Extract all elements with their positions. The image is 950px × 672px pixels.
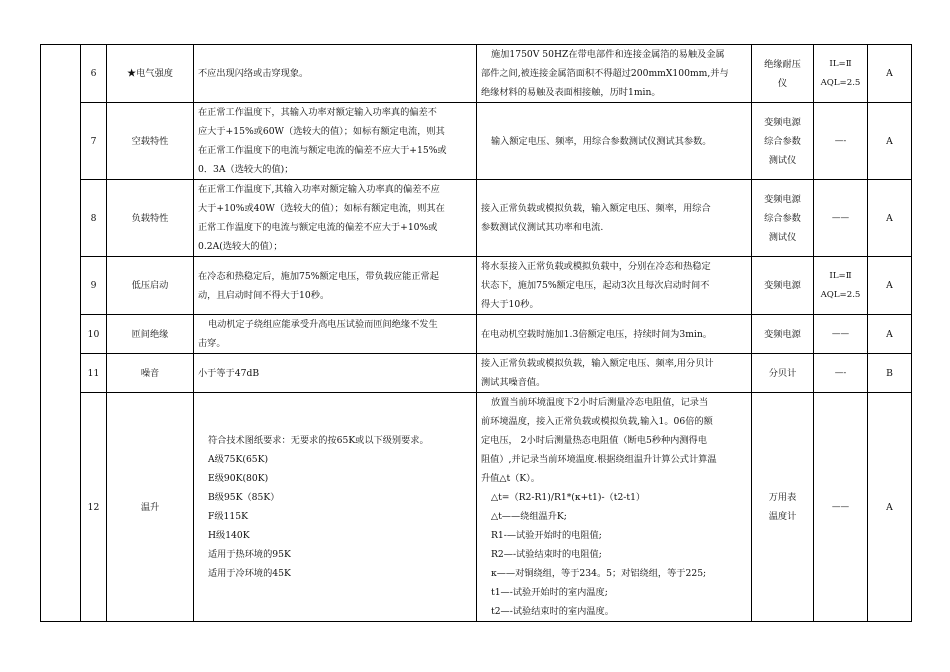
inspection-level-line: AQL=2.5 (820, 77, 861, 88)
inspection-level-line: —— (831, 501, 850, 512)
item-number (81, 103, 107, 180)
test-method (477, 45, 752, 103)
test-item-line: 负载特性 (131, 212, 169, 224)
test-method-line: 测试其噪音值。 (481, 377, 546, 388)
instrument (752, 103, 814, 180)
requirement-line: 0．3A（选较大的值)； (198, 164, 294, 175)
instrument (752, 45, 814, 103)
defect-class-line: A (886, 135, 893, 147)
test-item (107, 257, 194, 315)
test-item (107, 103, 194, 180)
instrument-line: 综合参数 (764, 135, 801, 147)
requirement (194, 103, 477, 180)
test-item-line: ★电气强度 (127, 68, 173, 79)
test-method-line: R2—-试验结束时的电阻值; (491, 549, 602, 560)
inspection-level-line: —- (834, 135, 847, 146)
table-row (41, 393, 912, 622)
requirement-line: 电动机定子绕组应能承受升高电压试验而匝间绝缘不发生 (208, 319, 438, 330)
instrument-line: 综合参数 (764, 212, 801, 224)
test-method-line: 将水泵接入正常负载或模拟负载中，分别在冷态和热稳定 (481, 261, 711, 272)
test-item-line: 低压启动 (131, 280, 169, 291)
requirement-line: 小于等于47dB (198, 367, 260, 379)
instrument-line: 变频电源 (764, 193, 801, 205)
test-item (107, 180, 194, 257)
instrument-line: 绝缘耐压 (764, 58, 801, 70)
defect-class (868, 393, 912, 622)
requirement (194, 45, 477, 103)
table-row (41, 257, 912, 315)
inspection-level-line: —— (831, 328, 850, 339)
test-item (107, 315, 194, 354)
requirement-line: 在正常工作温度下，其输入功率对额定输入功率真的偏差不 (198, 107, 437, 118)
item-number (81, 180, 107, 257)
inspection-level (814, 103, 868, 180)
test-item-line: 空载特性 (131, 135, 169, 147)
test-method-line: △t=（R2-R1)/R1*(к+t1)-（t2-t1） (491, 492, 646, 503)
requirement-line: E级90K(80K) (208, 473, 269, 484)
defect-class-line: A (886, 328, 893, 340)
requirement-line: 应大于+15%或60W（选较大的值）；如标有额定电流，则其 (198, 126, 445, 137)
item-number-line: 12 (87, 501, 100, 513)
inspection-level (814, 180, 868, 257)
instrument (752, 354, 814, 393)
test-item (107, 393, 194, 622)
table-row (41, 315, 912, 354)
requirement (194, 257, 477, 315)
test-method (477, 393, 752, 622)
test-item (107, 354, 194, 393)
test-item-line: 温升 (140, 501, 160, 513)
requirement-line: 大于+10%或40W（选较大的值）；如标有额定电流，则其在 (198, 203, 445, 214)
requirement-line: 0.2A(选较大的值）； (198, 241, 283, 252)
item-number (81, 354, 107, 393)
test-method-line: 部件之间,被连接金属箔面积不得超过200mmX100mm,并与 (481, 68, 729, 79)
requirement (194, 315, 477, 354)
test-method-line: 参数测试仪测试其功率和电流. (481, 222, 604, 233)
requirement (194, 354, 477, 393)
requirement (194, 180, 477, 257)
requirement-line: 符合技术图纸要求：无要求的按65K或以下级别要求。 (208, 435, 429, 446)
item-number-line: 8 (90, 212, 97, 224)
defect-class (868, 315, 912, 354)
instrument-line: 万用表 (768, 492, 797, 503)
instrument-line: 仪 (777, 77, 788, 89)
test-method (477, 354, 752, 393)
item-number-line: 9 (90, 280, 97, 291)
requirement-line: 不应出现闪络或击穿现象。 (198, 68, 309, 79)
requirement-line: A级75K(65K) (208, 454, 269, 465)
inspection-level-line: IL=Ⅱ (829, 58, 852, 69)
instrument-line: 变频电源 (764, 116, 801, 128)
defect-class-line: A (886, 68, 893, 79)
instrument-line: 测试仪 (768, 154, 797, 166)
test-item (107, 45, 194, 103)
test-method (477, 315, 752, 354)
item-number-line: 7 (90, 135, 97, 147)
test-method (477, 180, 752, 257)
requirement-line: 在正常工作温度下,其输入功率对额定输入功率真的偏差不应 (198, 184, 440, 195)
defect-class-line: A (886, 501, 893, 513)
requirement-line: 在冷态和热稳定后，施加75%额定电压，带负载应能正常起 (198, 270, 439, 282)
instrument (752, 393, 814, 622)
test-method (477, 103, 752, 180)
table-row (41, 45, 912, 103)
instrument (752, 180, 814, 257)
defect-class (868, 103, 912, 180)
item-number (81, 257, 107, 315)
test-method-line: 升值△t（K）。 (481, 473, 540, 484)
test-item-line: 匝间绝缘 (131, 328, 169, 340)
instrument (752, 315, 814, 354)
test-method (477, 257, 752, 315)
test-method-line: △t——绕组温升K; (491, 511, 567, 522)
instrument-line: 分贝计 (768, 367, 797, 379)
test-method-line: 状态下，施加75%额定电压，起动3次且每次启动时间不 (481, 280, 710, 291)
defect-class (868, 45, 912, 103)
item-number-line: 10 (87, 328, 100, 340)
requirement-line: 动，且启动时间不得大于10秒。 (198, 289, 330, 301)
item-number-line: 6 (90, 68, 97, 79)
item-number (81, 315, 107, 354)
requirement-line: B级95K（85K） (208, 492, 280, 503)
test-method-line: R1-—试验开始时的电阻值; (491, 530, 602, 541)
inspection-level (814, 45, 868, 103)
test-method-line: 输入额定电压、频率，用综合参数测试仪测试其参数。 (491, 135, 712, 147)
test-method-line: 阻值）,并记录当前环境温度.根据绕组温升计算公式计算温 (481, 454, 717, 465)
instrument (752, 257, 814, 315)
inspection-spec-table (40, 44, 912, 622)
defect-class-line: B (886, 367, 893, 379)
test-method-line: к——对铜绕组，等于234。5；对铝绕组，等于225; (491, 568, 707, 579)
instrument-line: 变频电源 (764, 280, 801, 291)
test-method-line: 接入正常负载或模拟负载，输入额定电压、频率，用综合 (481, 203, 711, 214)
test-method-line: 接入正常负载或模拟负载，输入额定电压、频率,用分贝计 (481, 358, 714, 369)
instrument-line: 测试仪 (768, 231, 797, 243)
inspection-level-line: AQL=2.5 (820, 289, 861, 300)
test-method-line: 在电动机空载时施加1.3倍额定电压，持续时间为3min。 (481, 328, 712, 340)
inspection-level (814, 257, 868, 315)
requirement (194, 393, 477, 622)
inspection-level-line: —— (831, 212, 850, 223)
inspection-level (814, 393, 868, 622)
defect-class-line: A (886, 212, 893, 224)
requirement-line: 正常工作温度下的电流与额定电流的偏差不应大于+10%或 (198, 222, 438, 233)
test-method-line: 前环境温度，接入正常负载或模拟负载,输入1。06倍的额 (481, 416, 713, 427)
item-number-line: 11 (87, 367, 100, 379)
defect-class-line: A (886, 280, 893, 291)
inspection-level-line: —- (834, 367, 847, 378)
test-method-line: 施加1750V 50HZ在带电部件和连接金属箔的易触及金属 (491, 49, 725, 60)
test-method-line: 定电压， 2小时后测量热态电阻值（断电5秒种内测得电 (481, 435, 707, 446)
item-number (81, 393, 107, 622)
item-number (81, 45, 107, 103)
requirement-line: H级140K (208, 530, 250, 541)
instrument-line: 变频电源 (764, 328, 801, 340)
table-row (41, 354, 912, 393)
test-method-line: 得大于10秒。 (481, 299, 539, 310)
table-row (41, 103, 912, 180)
requirement-line: 在正常工作温度下的电流与额定电流的偏差不应大于+15%或 (198, 145, 447, 156)
inspection-level (814, 354, 868, 393)
defect-class (868, 257, 912, 315)
test-item-line: 噪音 (140, 367, 160, 379)
inspection-level (814, 315, 868, 354)
requirement-line: 适用于热环境的95K (208, 549, 291, 560)
inspection-level-line: IL=Ⅱ (829, 270, 852, 281)
test-method-line: t2—-试验结束时的室内温度。 (491, 606, 614, 617)
test-method-line: 放置当前环境温度下2小时后测量冷态电阻值，记录当 (491, 397, 709, 408)
table-row (41, 180, 912, 257)
defect-class (868, 180, 912, 257)
merged-category-cell (41, 45, 81, 622)
test-method-line: t1—-试验开始时的室内温度; (491, 587, 608, 598)
defect-class (868, 354, 912, 393)
requirement-line: 适用于冷环境的45K (208, 568, 291, 579)
test-method-line: 绝缘材料的易触及表面相接触，历时1min。 (481, 87, 661, 98)
instrument-line: 温度计 (768, 511, 797, 522)
requirement-line: 击穿。 (198, 338, 226, 349)
requirement-line: F级115K (208, 511, 248, 522)
